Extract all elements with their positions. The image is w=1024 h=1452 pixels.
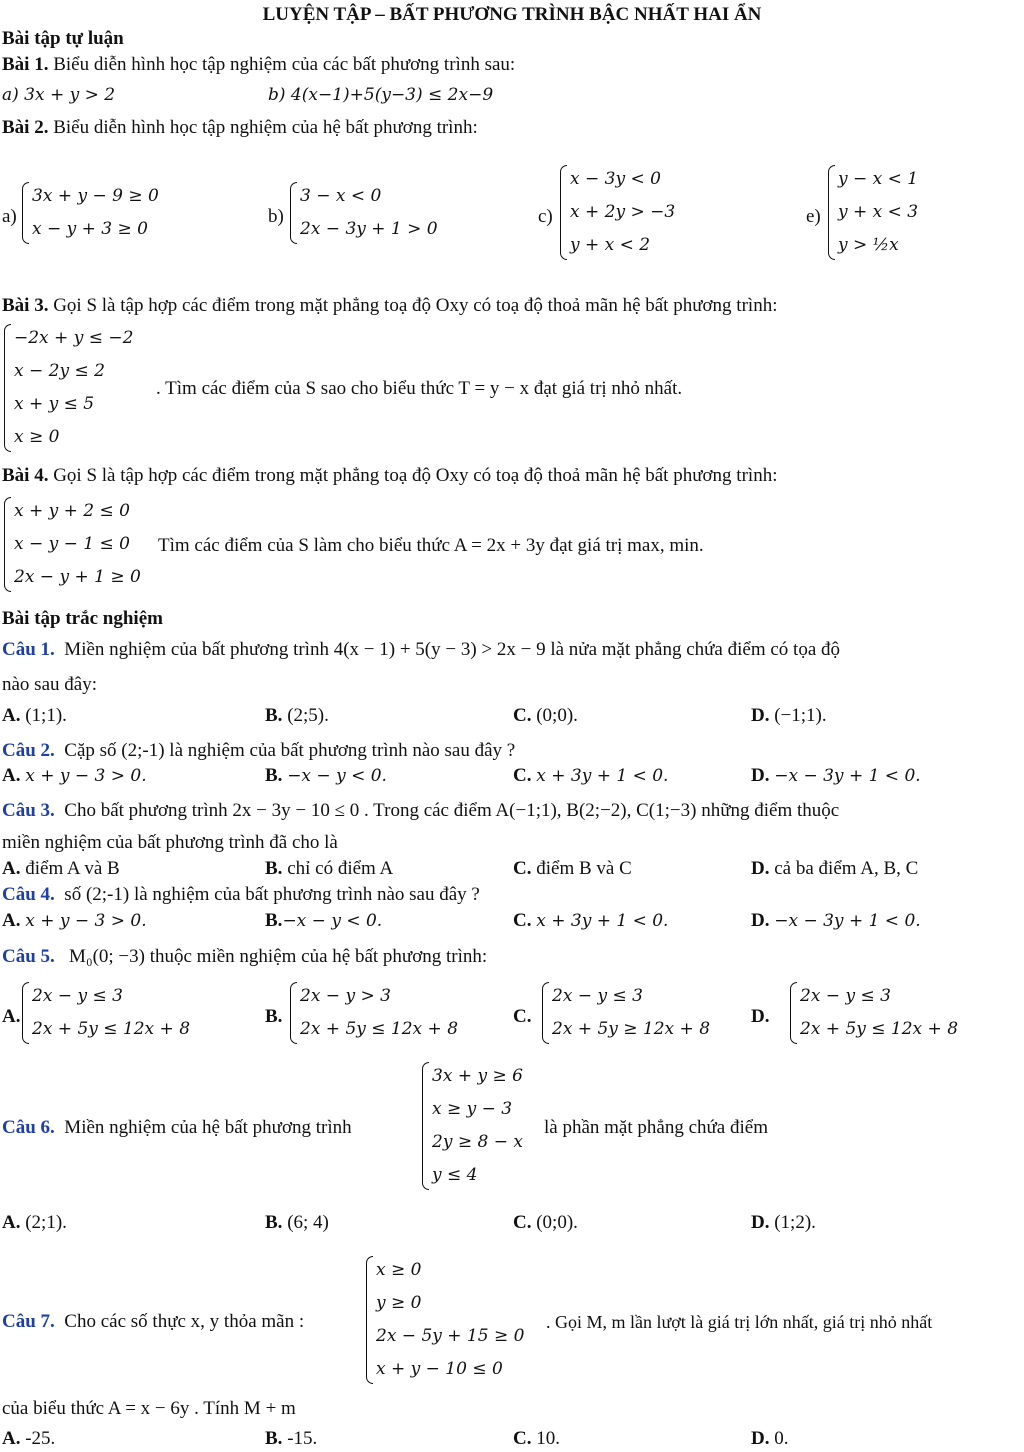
bai2-e-system: y − x < 1 y + x < 3 y > ½x [826,163,918,262]
cau7-option-c[interactable]: C. 10. [513,1428,560,1449]
bai2-b-system: 3 − x < 0 2x − 3y + 1 > 0 [288,180,438,246]
cau7-prompt-cont: của biểu thức A = x − 6y . Tính M + m [2,1398,296,1419]
page-title: LUYỆN TẬP – BẤT PHƯƠNG TRÌNH BẬC NHẤT HAI ẨN [262,4,762,25]
section-essay-heading: Bài tập tự luận [2,28,124,49]
bai1-b: b) 4(x−1)+5(y−3) ≤ 2x−9 [268,85,494,105]
cau6-option-a[interactable]: A. (2;1). [2,1212,67,1233]
cau1-option-a[interactable]: A. (1;1). [2,705,67,726]
cau7-option-b[interactable]: B. -15. [265,1428,318,1449]
cau3-prompt-cont: miền nghiệm của bất phương trình đã cho là [2,832,338,853]
cau2-option-c[interactable]: C. x + 3y + 1 < 0. [513,765,669,786]
cau4-prompt: Câu 4. số (2;-1) là nghiệm của bất phương trình nào sau đây ? [2,884,480,905]
cau1-prompt: Câu 1. Miền nghiệm của bất phương trình 4(x − 1) + 5(y − 3) > 2x − 9 là nửa mặt phẳng chứa điểm có tọa độ [2,639,841,660]
cau3-option-a[interactable]: A. điểm A và B [2,858,120,879]
cau3-option-c[interactable]: C. điểm B và C [513,858,632,879]
bai2-a-label: a) [2,206,17,227]
cau1-option-c[interactable]: C. (0;0). [513,705,578,726]
cau2-option-d[interactable]: D. −x − 3y + 1 < 0. [751,765,921,786]
cau7-prompt-tail: . Gọi M, m lần lượt là giá trị lớn nhất, giá trị nhỏ nhất [546,1312,933,1332]
bai2-c-label: c) [538,206,553,227]
cau3-option-b[interactable]: B. chỉ có điểm A [265,858,394,879]
cau2-prompt: Câu 2. Cặp số (2;-1) là nghiệm của bất phương trình nào sau đây ? [2,740,516,761]
bai2-e-label: e) [806,206,821,227]
cau5-option-b-letter: B. [265,1006,283,1027]
cau7-option-d[interactable]: D. 0. [751,1428,789,1449]
section-mcq-heading: Bài tập trắc nghiệm [2,608,163,629]
cau7-prompt: Câu 7. Cho các số thực x, y thỏa mãn : [2,1311,305,1332]
bai2-prompt: Bài 2. Biểu diễn hình học tập nghiệm của hệ bất phương trình: [2,117,478,138]
bai4-system: x + y + 2 ≤ 0 x − y − 1 ≤ 0 2x − y + 1 ≥ 0 [2,495,141,594]
cau2-option-a[interactable]: A. x + y − 3 > 0. [2,765,147,786]
cau5-option-c[interactable]: 2x − y ≤ 3 2x + 5y ≥ 12x + 8 [540,980,710,1046]
cau6-option-c[interactable]: C. (0;0). [513,1212,578,1233]
cau4-option-d[interactable]: D. −x − 3y + 1 < 0. [751,910,921,931]
bai2-c-system: x − 3y < 0 x + 2y > −3 y + x < 2 [558,163,675,262]
cau3-prompt: Câu 3. Cho bất phương trình 2x − 3y − 10 ≤ 0 . Trong các điểm A(−1;1), B(2;−2), C(1;−3) những điểm thuộc [2,800,840,821]
bai3-system: −2x + y ≤ −2 x − 2y ≤ 2 x + y ≤ 5 x ≥ 0 [2,322,133,454]
cau1-prompt-cont: nào sau đây: [2,674,97,695]
cau6-system: 3x + y ≥ 6 x ≥ y − 3 2y ≥ 8 − x y ≤ 4 [420,1060,523,1192]
cau1-option-d[interactable]: D. (−1;1). [751,705,827,726]
cau5-prompt: Câu 5. M₀(0; −3) thuộc miền nghiệm của hệ bất phương trình: [2,946,488,967]
cau1-option-b[interactable]: B. (2;5). [265,705,329,726]
bai4-prompt: Bài 4. Gọi S là tập hợp các điểm trong mặt phẳng toạ độ Oxy có toạ độ thoả mãn hệ bất phương trình: [2,465,778,486]
cau5-option-a-letter: A. [2,1006,21,1027]
cau6-option-b[interactable]: B. (6; 4) [265,1212,329,1233]
bai3-prompt: Bài 3. Gọi S là tập hợp các điểm trong mặt phẳng toạ độ Oxy có toạ độ thoả mãn hệ bất phương trình: [2,295,778,316]
bai3-task: . Tìm các điểm của S sao cho biểu thức T = y − x đạt giá trị nhỏ nhất. [156,378,683,399]
cau6-prompt: Câu 6. Miền nghiệm của hệ bất phương trình [2,1117,352,1138]
cau5-option-c-letter: C. [513,1006,532,1027]
cau5-option-d-letter: D. [751,1006,770,1027]
cau6-option-d[interactable]: D. (1;2). [751,1212,816,1233]
cau7-system: x ≥ 0 y ≥ 0 2x − 5y + 15 ≥ 0 x + y − 10 ≤ 0 [364,1254,524,1386]
cau4-option-c[interactable]: C. x + 3y + 1 < 0. [513,910,669,931]
bai4-task: Tìm các điểm của S làm cho biểu thức A = 2x + 3y đạt giá trị max, min. [158,535,704,556]
cau6-prompt-tail: là phần mặt phẳng chứa điểm [544,1117,768,1138]
cau2-option-b[interactable]: B. −x − y < 0. [265,765,387,786]
cau7-option-a[interactable]: A. -25. [2,1428,56,1449]
cau5-option-b[interactable]: 2x − y > 3 2x + 5y ≤ 12x + 8 [288,980,458,1046]
bai2-b-label: b) [268,206,284,227]
cau4-option-a[interactable]: A. x + y − 3 > 0. [2,910,147,931]
bai1-prompt: Bài 1. Biểu diễn hình học tập nghiệm của các bất phương trình sau: [2,54,516,75]
bai1-a: a) 3x + y > 2 [2,85,116,105]
cau4-option-b[interactable]: B.−x − y < 0. [265,910,383,931]
cau5-option-a[interactable]: 2x − y ≤ 3 2x + 5y ≤ 12x + 8 [20,980,190,1046]
bai2-a-system: 3x + y − 9 ≥ 0 x − y + 3 ≥ 0 [20,180,159,246]
cau3-option-d[interactable]: D. cả ba điểm A, B, C [751,858,919,879]
cau5-option-d[interactable]: 2x − y ≤ 3 2x + 5y ≤ 12x + 8 [788,980,958,1046]
